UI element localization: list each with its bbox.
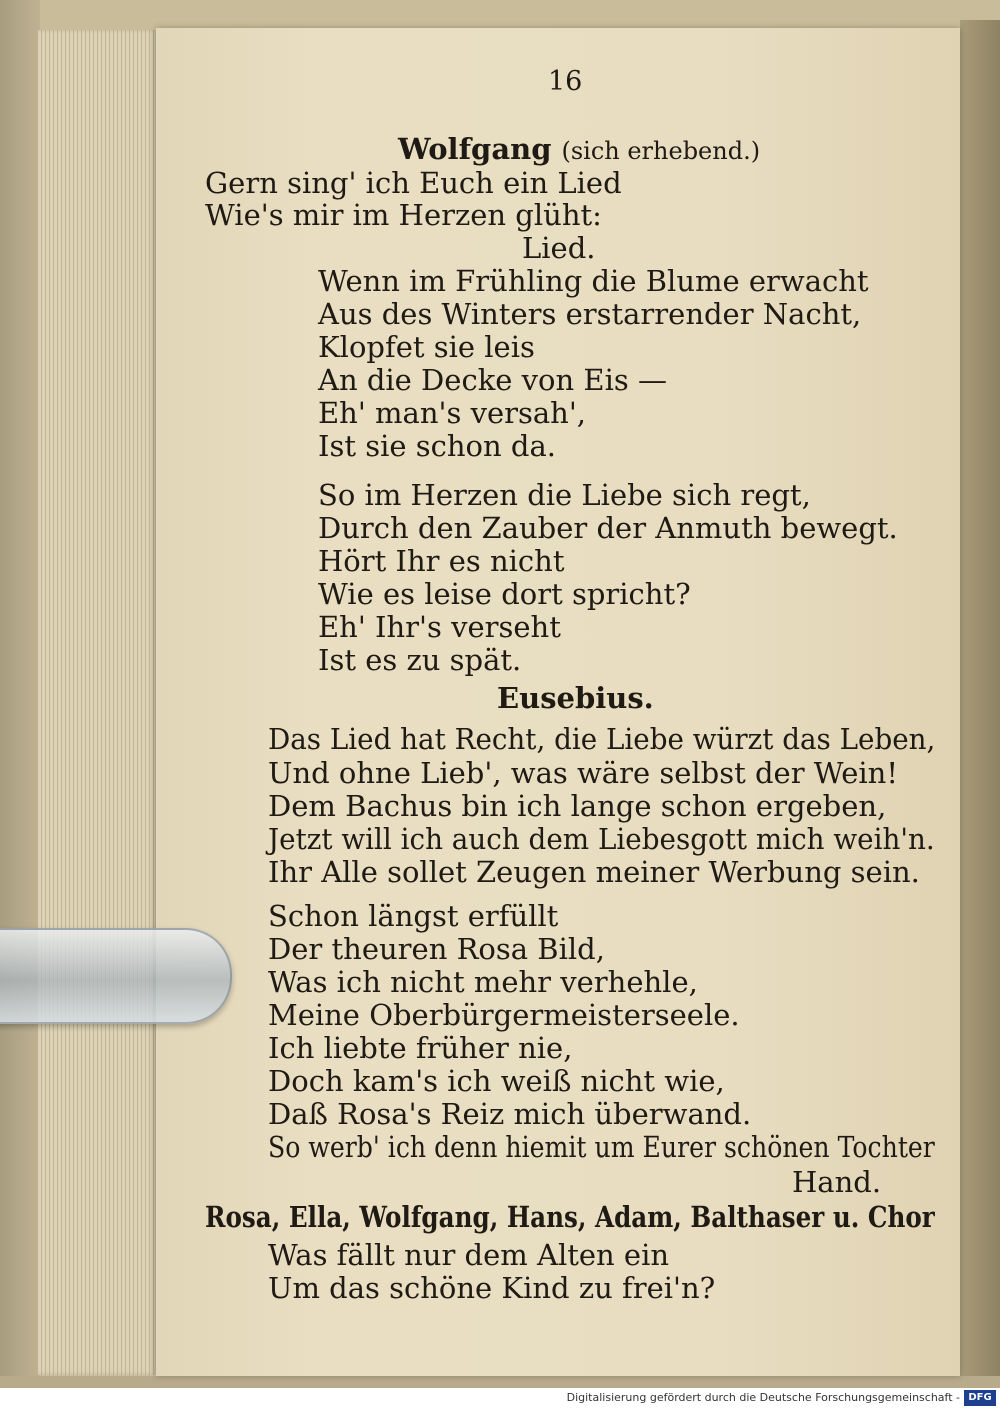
text-line-content: Rosa, Ella, Wolfgang, Hans, Adam, Balthaser u. Chor xyxy=(205,1200,935,1234)
text-line xyxy=(398,132,760,168)
text-line xyxy=(318,544,565,578)
text-line-content: Daß Rosa's Reiz mich überwand. xyxy=(268,1097,752,1131)
text-line xyxy=(268,932,605,966)
text-line xyxy=(268,1130,935,1164)
text-line-content: Um das schöne Kind zu frei'n? xyxy=(268,1271,716,1305)
text-line xyxy=(268,855,920,889)
text-line xyxy=(318,330,535,364)
text-line xyxy=(497,681,654,715)
dfg-logo: DFG xyxy=(964,1390,996,1406)
text-line xyxy=(205,166,622,200)
bottom-edge xyxy=(0,1376,1000,1388)
page-number: 16 xyxy=(548,66,583,97)
text-line-content: An die Decke von Eis — xyxy=(318,363,667,397)
text-line xyxy=(318,643,521,677)
text-line xyxy=(268,789,886,823)
text-line-content: Doch kam's ich weiß nicht wie, xyxy=(268,1064,725,1098)
text-line-content: Lied. xyxy=(522,231,596,265)
page-edges xyxy=(38,30,156,1375)
text-line-content: Jetzt will ich auch dem Liebesgott mich weih'n. xyxy=(268,822,935,856)
text-line-content: Eusebius. xyxy=(497,681,654,715)
text-line-content: So im Herzen die Liebe sich regt, xyxy=(318,478,811,512)
text-line xyxy=(268,998,740,1032)
text-line-content: So werb' ich denn hiemit um Eurer schönen Tochter xyxy=(268,1130,935,1164)
text-line-content: Ihr Alle sollet Zeugen meiner Werbung sein. xyxy=(268,855,920,889)
text-line-content: Ist es zu spät. xyxy=(318,643,522,677)
text-line-content: Gern sing' ich Euch ein Lied xyxy=(205,166,622,200)
text-line xyxy=(268,965,698,999)
text-line-content: Eh' Ihr's verseht xyxy=(318,610,561,644)
footer-bar xyxy=(0,1388,1000,1409)
text-line-content: Hand. xyxy=(792,1165,882,1199)
text-line-content: Der theuren Rosa Bild, xyxy=(268,932,605,966)
text-line xyxy=(318,577,691,611)
text-line-content: Aus des Winters erstarrender Nacht, xyxy=(318,297,862,331)
text-line-content: Klopfet sie leis xyxy=(318,330,535,364)
text-line xyxy=(318,429,556,463)
footer-credit: Digitalisierung gefördert durch die Deutsche Forschungsgemeinschaft - xyxy=(566,1391,960,1404)
text-line-content: Schon längst erfüllt xyxy=(268,899,559,933)
text-line xyxy=(318,511,898,545)
text-line xyxy=(268,1238,669,1272)
text-line xyxy=(268,1271,715,1305)
text-line-content: Durch den Zauber der Anmuth bewegt. xyxy=(318,511,898,545)
text-line-content: Was ich nicht mehr verhehle, xyxy=(268,965,698,999)
stage-direction: (sich erhebend.) xyxy=(561,137,761,165)
text-line-content: Wie es leise dort spricht? xyxy=(318,577,691,611)
text-line xyxy=(268,756,898,790)
text-line-content: Ich liebte früher nie, xyxy=(268,1031,573,1065)
text-line-content: Das Lied hat Recht, die Liebe würzt das Leben, xyxy=(268,722,936,756)
text-line xyxy=(268,722,935,756)
text-line xyxy=(318,396,586,430)
text-line xyxy=(205,1200,935,1234)
text-line xyxy=(318,297,861,331)
facing-page-edge xyxy=(960,20,1000,1380)
text-line xyxy=(318,610,561,644)
text-line-content: Wie's mir im Herzen glüht: xyxy=(205,198,602,232)
text-line xyxy=(318,264,869,298)
text-line xyxy=(205,198,602,232)
text-line-content: Meine Oberbürgermeisterseele. xyxy=(268,998,740,1032)
text-line xyxy=(268,899,558,933)
text-line xyxy=(318,363,667,397)
text-line xyxy=(318,478,811,512)
text-line-content: Dem Bachus bin ich lange schon ergeben, xyxy=(268,789,887,823)
text-line xyxy=(268,1031,572,1065)
book-spine xyxy=(0,0,40,1388)
text-line-content: Und ohne Lieb', was wäre selbst der Wein! xyxy=(268,756,898,790)
text-line xyxy=(268,1064,725,1098)
text-line xyxy=(522,231,595,265)
text-line xyxy=(268,1097,751,1131)
text-line xyxy=(792,1165,881,1199)
text-line-content: Wolfgang xyxy=(398,132,552,166)
text-line-content: Was fällt nur dem Alten ein xyxy=(268,1238,670,1272)
text-line-content: Wenn im Frühling die Blume erwacht xyxy=(318,264,869,298)
text-line xyxy=(268,822,935,856)
glass-page-holder xyxy=(0,928,232,1024)
text-line-content: Ist sie schon da. xyxy=(318,429,556,463)
text-line-content: Hört Ihr es nicht xyxy=(318,544,565,578)
text-line-content: Eh' man's versah', xyxy=(318,396,587,430)
